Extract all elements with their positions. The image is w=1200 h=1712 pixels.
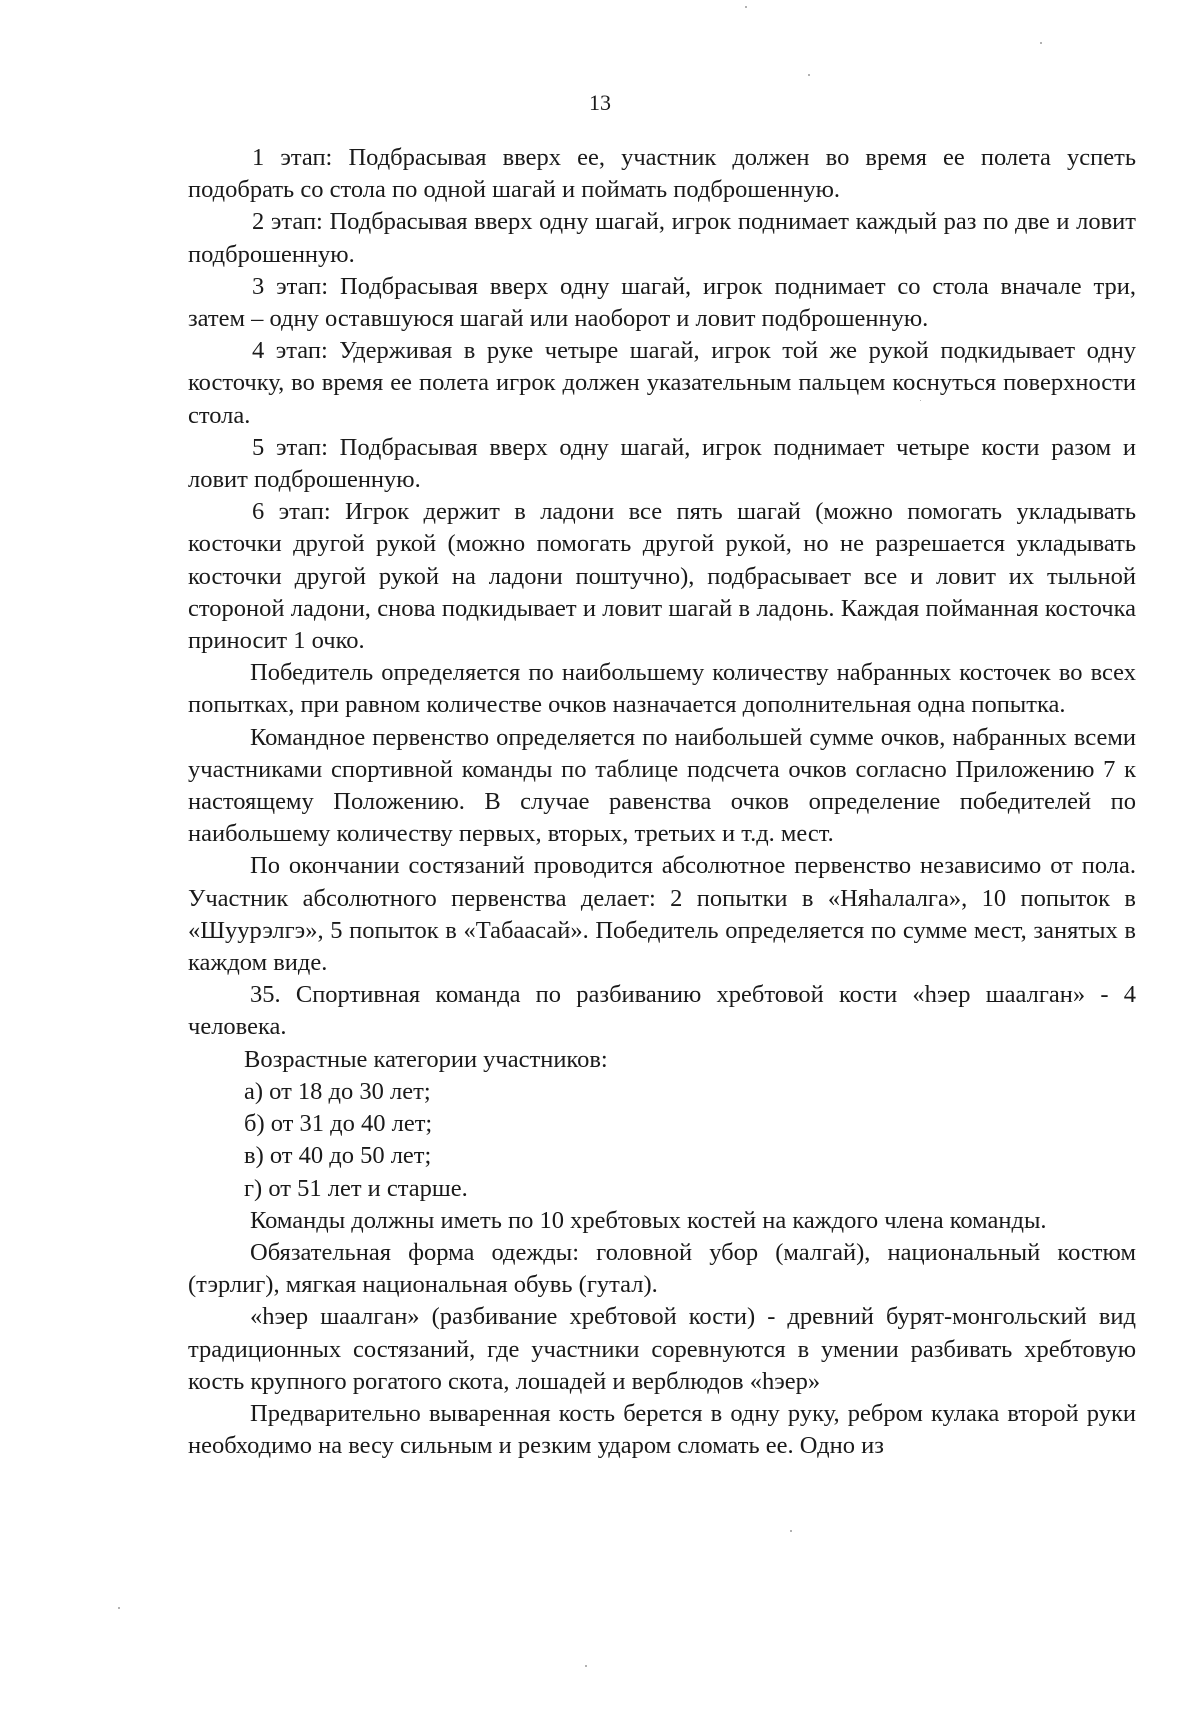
paragraph-stage-5: 5 этап: Подбрасывая вверх одну шагай, игрок поднимает четыре кости разом и ловит подброшенную. (188, 433, 1136, 494)
list-item-age-a: а) от 18 до 30 лет; (244, 1077, 431, 1105)
paragraph-team-championship: Командное первенство определяется по наибольшей сумме очков, набранных всеми участниками спортивной команды по таблице подсчета очков согласно Приложению 7 к настоящему Положению. В случае равенства очков определение победителей по наибольшему количеству первых, вторых, третьих и т.д. мест. (188, 723, 1136, 848)
list-item-age-c: в) от 40 до 50 лет; (244, 1142, 432, 1170)
paragraph-heer-description: «hэер шаалган» (разбивание хребтовой кости) - древний бурят-монгольский вид традиционных состязаний, где участники соревнуются в умении разбивать хребтовую кость крупного рогатого скота, лошадей и верблюдов «hэер» (188, 1303, 1136, 1395)
scan-speck (745, 6, 747, 8)
paragraph-stage-2: 2 этап: Подбрасывая вверх одну шагай, игрок поднимает каждый раз по две и ловит подброшенную. (188, 208, 1136, 268)
paragraph-winner: Победитель определяется по наибольшему количеству набранных косточек во всех попытках, при равном количестве очков назначается дополнительная одна попытка. (188, 659, 1136, 719)
scan-speck (585, 1665, 587, 1667)
paragraph-stage-3: 3 этап: Подбрасывая вверх одну шагай, игрок поднимает со стола вначале три, затем – одну оставшуюся шагай или наоборот и ловит подброшенную. (188, 272, 1136, 333)
paragraph-age-categories: Возрастные категории участников: (244, 1045, 608, 1073)
scan-speck (790, 1530, 792, 1532)
scan-speck (118, 1607, 120, 1609)
paragraph-stage-6: 6 этап: Игрок держит в ладони все пять шагай (можно помогать укладывать косточки другой рукой (можно помогать другой рукой, но не разрешается укладывать косточки другой рукой на ладони поштучно), подбрасывает все и ловит их тыльной стороной ладони, снова подкидывает и ловит шагай в ладонь. Каждая пойманная косточка приносит 1 очко. (188, 498, 1136, 655)
paragraph-procedure: Предварительно вываренная кость берется в одну руку, ребром кулака второй руки необходимо на весу сильным и резким ударом сломать ее. Одно из (188, 1399, 1136, 1460)
paragraph-bones-count: Команды должны иметь по 10 хребтовых костей на каждого члена команды. (250, 1206, 1047, 1234)
paragraph-dress-code: Обязательная форма одежды: головной убор (малгай), национальный костюм (тэрлиг), мягкая национальная обувь (гутал). (188, 1238, 1136, 1299)
paragraph-stage-4: 4 этап: Удерживая в руке четыре шагай, игрок той же рукой подкидывает одну косточку, во время ее полета игрок должен указательным пальцем коснуться поверхности стола. (188, 337, 1136, 429)
paragraph-stage-1: 1 этап: Подбрасывая вверх ее, участник должен во время ее полета успеть подобрать со стола по одной шагай и поймать подброшенную. (188, 144, 1136, 204)
scan-speck (808, 74, 810, 76)
list-item-age-b: б) от 31 до 40 лет; (244, 1110, 433, 1138)
list-item-age-d: г) от 51 лет и старше. (244, 1174, 468, 1202)
body-text (188, 142, 1136, 1462)
paragraph-absolute-championship: По окончании состязаний проводится абсолютное первенство независимо от пола. Участник абсолютного первенства делает: 2 попытки в «Няhалалга», 10 попыток в «Шуурэлгэ», 5 попыток в «Табаасай». Победитель определяется по сумме мест, занятых в каждом виде. (188, 852, 1136, 977)
scan-speck (920, 400, 921, 401)
page-number: 13 (589, 90, 611, 115)
paragraph-section-35: 35. Спортивная команда по разбиванию хребтовой кости «hэер шаалган» - 4 человека. (188, 981, 1136, 1041)
scan-speck (1040, 42, 1042, 44)
